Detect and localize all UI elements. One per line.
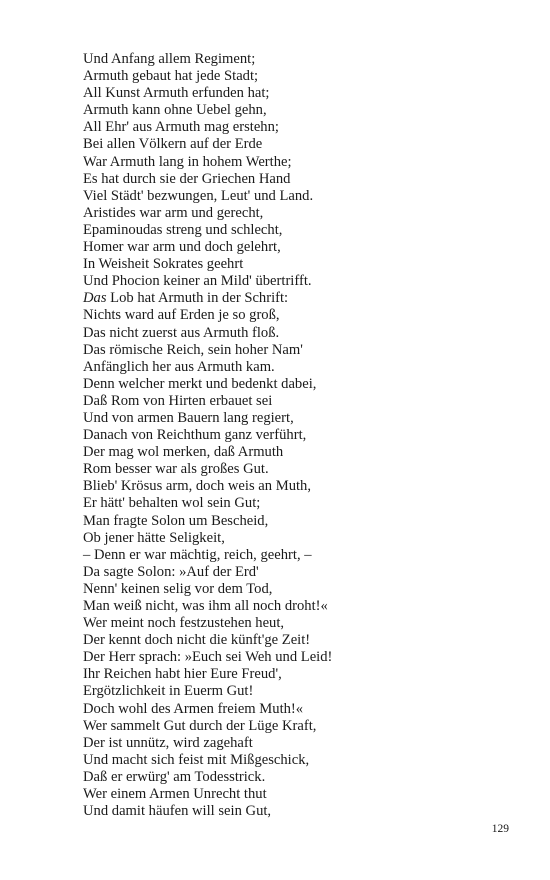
poem-line <box>83 530 523 547</box>
poem-line <box>83 171 523 188</box>
poem-line <box>83 222 523 239</box>
poem-line <box>83 666 523 683</box>
poem-line <box>83 649 523 666</box>
poem-line-text: Und Anfang allem Regiment; <box>83 51 256 67</box>
poem-line <box>83 188 523 205</box>
poem-line-text: Ergötzlichkeit in Euerm Gut! <box>83 683 254 700</box>
poem-line <box>83 273 523 290</box>
poem-line-text: Danach von Reichthum ganz verführt, <box>83 427 307 444</box>
poem-line-text: Daß Rom von Hirten erbauet sei <box>83 392 273 409</box>
poem-line <box>83 683 523 700</box>
poem-line-text: Man weiß nicht, was ihm all noch droht!« <box>83 598 328 614</box>
poem-line-text: All Kunst Armuth erfunden hat; <box>83 85 270 102</box>
poem-line <box>83 615 523 632</box>
poem-line <box>83 735 523 752</box>
poem-line-text: Der ist unnütz, wird zagehaft <box>83 734 253 751</box>
poem-line-text: Armuth kann ohne Uebel gehn, <box>83 102 267 119</box>
poem-line-text: Ob jener hätte Seligkeit, <box>83 529 225 546</box>
poem-line-text: Und damit häufen will sein Gut, <box>83 803 272 820</box>
poem-line <box>83 342 523 359</box>
poem-line <box>83 359 523 376</box>
poem-line-text: Der mag wol merken, daß Armuth <box>83 444 284 461</box>
poem-line <box>83 68 523 85</box>
poem-line-text: Das römische Reich, sein hoher Nam' <box>83 341 303 358</box>
poem-line <box>83 307 523 324</box>
poem-line-text: Armuth gebaut hat jede Stadt; <box>83 68 259 85</box>
poem-line <box>83 632 523 649</box>
poem-line <box>83 564 523 581</box>
poem-line-emphasis: Das <box>83 290 107 307</box>
poem-line-text: Anfänglich her aus Armuth kam. <box>83 358 275 375</box>
poem-line <box>83 239 523 256</box>
poem-line <box>83 752 523 769</box>
poem-line-text: Der Herr sprach: »Euch sei Weh und Leid! <box>83 649 333 666</box>
poem-line-text: Homer war arm und doch gelehrt, <box>83 239 281 256</box>
poem-line-text: Denn welcher merkt und bedenkt dabei, <box>83 375 317 392</box>
poem-line-text: Der kennt doch nicht die künft'ge Zeit! <box>83 632 311 649</box>
poem-line-text: Viel Städt' bezwungen, Leut' und Land. <box>83 187 314 204</box>
poem-line-text: Wer sammelt Gut durch der Lüge Kraft, <box>83 717 317 734</box>
poem-line-text: Doch wohl des Armen freiem Muth!« <box>83 700 304 717</box>
poem-line <box>83 290 523 307</box>
poem-line <box>83 325 523 342</box>
poem-line <box>83 136 523 153</box>
poem-line-text: Wer meint noch festzustehen heut, <box>83 615 285 632</box>
poem-line <box>83 786 523 803</box>
poem-line-text: Ihr Reichen habt hier Eure Freud', <box>83 666 282 683</box>
poem-line-text: Epaminoudas streng und schlecht, <box>83 221 283 238</box>
poem-line-text: Er hätt' behalten wol sein Gut; <box>83 495 261 512</box>
poem-line-text: Man fragte Solon um Bescheid, <box>83 512 269 529</box>
poem-line <box>83 495 523 512</box>
poem-line <box>83 718 523 735</box>
poem-line-text: Und macht sich feist mit Mißgeschick, <box>83 751 310 768</box>
poem-line-text: Blieb' Krösus arm, doch weis an Muth, <box>83 478 311 495</box>
poem-line <box>83 410 523 427</box>
poem-line <box>83 513 523 530</box>
poem-line-text: In Weisheit Sokrates geehrt <box>83 256 244 273</box>
poem-line-text: All Ehr' aus Armuth mag erstehn; <box>83 119 279 136</box>
poem-line <box>83 205 523 222</box>
poem-line <box>83 461 523 478</box>
poem-line-text: Und Phocion keiner an Mild' übertrifft. <box>83 273 312 290</box>
poem-line <box>83 701 523 718</box>
poem-line-text: Das nicht zuerst aus Armuth floß. <box>83 324 280 341</box>
poem-line-text: Und von armen Bauern lang regiert, <box>83 409 294 426</box>
poem-line-text: Bei allen Völkern auf der Erde <box>83 136 263 153</box>
poem-line-text: Da sagte Solon: »Auf der Erd' <box>83 563 259 580</box>
poem-line-text: Es hat durch sie der Griechen Hand <box>83 170 291 187</box>
poem-line-text: Rom besser war als großes Gut. <box>83 461 269 478</box>
poem-line-text: War Armuth lang in hohem Werthe; <box>83 153 292 170</box>
poem-text <box>83 51 523 820</box>
poem-line <box>83 444 523 461</box>
poem-line <box>83 51 523 68</box>
poem-line <box>83 803 523 820</box>
poem-line-text: Aristides war arm und gerecht, <box>83 204 264 221</box>
poem-line <box>83 85 523 102</box>
poem-line-text: Wer einem Armen Unrecht thut <box>83 786 267 803</box>
poem-line <box>83 102 523 119</box>
poem-line <box>83 478 523 495</box>
poem-line <box>83 256 523 273</box>
poem-line-text: Lob hat Armuth in der Schrift: <box>106 290 289 307</box>
poem-line <box>83 427 523 444</box>
poem-line <box>83 376 523 393</box>
page-number: 129 <box>491 823 509 835</box>
poem-line-text: – Denn er war mächtig, reich, geehrt, – <box>83 546 312 563</box>
poem-line-text: Nenn' keinen selig vor dem Tod, <box>83 580 273 597</box>
poem-line <box>83 119 523 136</box>
poem-line <box>83 598 523 615</box>
poem-line <box>83 581 523 598</box>
poem-line <box>83 154 523 171</box>
poem-line-text: Daß er erwürg' am Todesstrick. <box>83 768 266 785</box>
poem-line <box>83 547 523 564</box>
poem-line <box>83 393 523 410</box>
poem-line-text: Nichts ward auf Erden je so groß, <box>83 307 280 324</box>
poem-line <box>83 769 523 786</box>
